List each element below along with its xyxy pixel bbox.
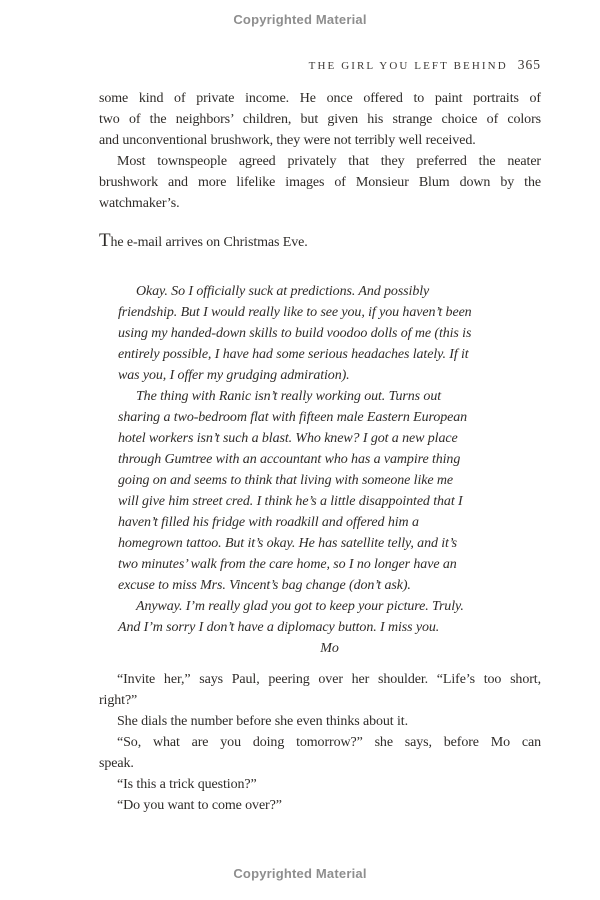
paragraph [99, 795, 541, 816]
raised-initial-cap: T [99, 230, 111, 251]
letter-paragraph [118, 386, 541, 596]
text-line: two of the neighbors’ children, but given his strange choice of colors [99, 112, 541, 127]
text-line: brushwork and more lifelike images of Monsieur Blum down by the [99, 175, 541, 190]
paragraph [99, 732, 541, 774]
text-line: She dials the number before she even thinks about it. [117, 714, 408, 729]
text-line: speak. [99, 756, 134, 771]
text-line: hotel workers isn’t such a blast. Who knew? I got a new place [118, 431, 458, 446]
body-text [99, 88, 541, 816]
text-line: using my handed-down skills to build voodoo dolls of me (this is [118, 326, 472, 341]
paragraph [99, 711, 541, 732]
opener-text: he e-mail arrives on Christmas Eve. [110, 235, 308, 250]
dialogue-section [99, 669, 541, 816]
text-line: And I’m sorry I don’t have a diplomacy button. I miss you. [118, 620, 440, 635]
text-line: two minutes’ walk from the care home, so I no longer have an [118, 557, 457, 572]
text-line: “Do you want to come over?” [117, 798, 282, 813]
letter-signature: Mo [320, 641, 339, 656]
text-line: sharing a two-bedroom flat with fifteen male Eastern European [118, 410, 468, 425]
text-line: Okay. So I officially suck at predictions. And possibly [136, 284, 430, 299]
paragraph [99, 151, 541, 214]
text-line: The thing with Ranic isn’t really working out. Turns out [136, 389, 442, 404]
text-line: “So, what are you doing tomorrow?” she says, before Mo can [117, 735, 541, 750]
text-line: Anyway. I’m really glad you got to keep your picture. Truly. [136, 599, 464, 614]
text-line: watchmaker’s. [99, 196, 180, 211]
text-line: “Is this a trick question?” [117, 777, 257, 792]
text-line: right?” [99, 693, 138, 708]
page-number: 365 [517, 57, 541, 72]
text-line: homegrown tattoo. But it’s okay. He has satellite telly, and it’s [118, 536, 457, 551]
paragraph [99, 774, 541, 795]
text-line: Most townspeople agreed privately that they preferred the neater [117, 154, 541, 169]
text-line: friendship. But I would really like to see you, if you haven’t been [118, 305, 472, 320]
letter-paragraph [118, 281, 541, 386]
text-line: going on and seems to think that living with someone like me [118, 473, 454, 488]
text-line: and unconventional brushwork, they were not terribly well received. [99, 133, 476, 148]
text-line: some kind of private income. He once offered to paint portraits of [99, 91, 541, 106]
text-line: was you, I offer my grudging admiration). [118, 368, 350, 383]
text-line: “Invite her,” says Paul, peering over her shoulder. “Life’s too short, [117, 672, 541, 687]
letter-block [118, 281, 541, 659]
copyright-notice-top: Copyrighted Material [233, 12, 367, 27]
text-line: entirely possible, I have had some serious headaches lately. If it [118, 347, 469, 362]
text-line: excuse to miss Mrs. Vincent’s bag change (don’t ask). [118, 578, 411, 593]
page-header [99, 56, 541, 74]
text-line: will give him street cred. I think he’s a little disappointed that I [118, 494, 463, 509]
letter-paragraph [118, 596, 541, 638]
copyright-notice-bottom: Copyrighted Material [233, 866, 367, 881]
paragraph [99, 88, 541, 151]
paragraph [99, 669, 541, 711]
text-line: haven’t filled his fridge with roadkill and offered him a [118, 515, 419, 530]
text-line: through Gumtree with an accountant who has a vampire thing [118, 452, 461, 467]
book-title: THE GIRL YOU LEFT BEHIND [308, 60, 508, 72]
section-opener-line [99, 230, 541, 253]
